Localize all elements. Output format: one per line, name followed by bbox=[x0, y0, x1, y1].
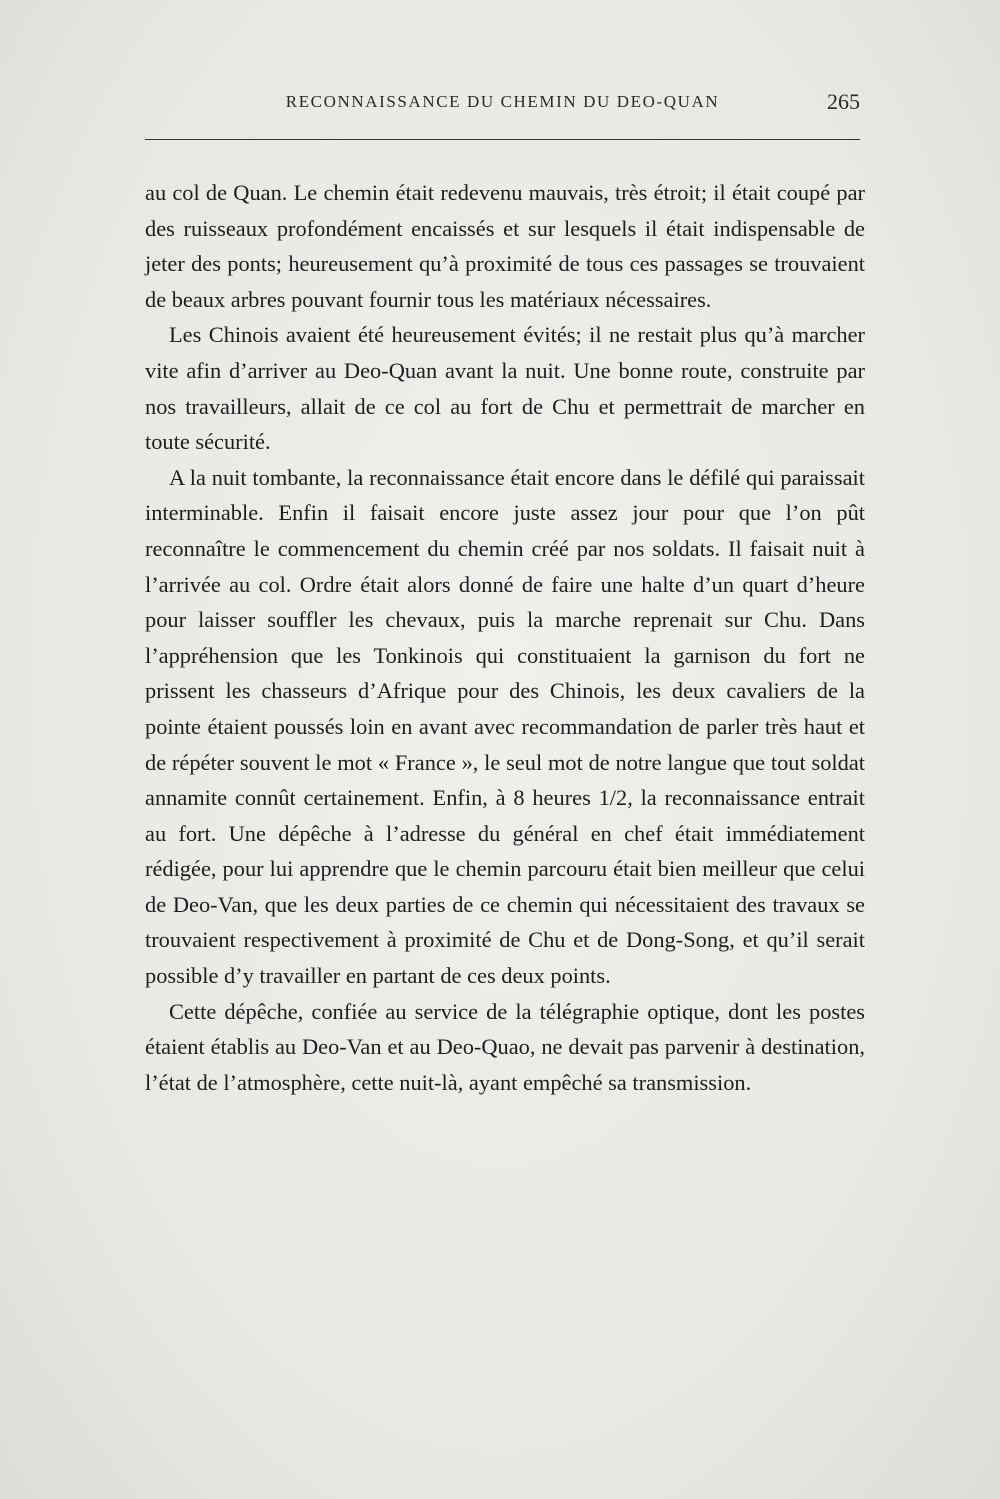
page-number: 265 bbox=[827, 89, 860, 114]
header-rule bbox=[145, 139, 860, 140]
paragraph-3: A la nuit tombante, la reconnaissance était encore dans le défilé qui paraissait interminable. Enfin il faisait encore juste assez jour pour que l’on pût reconnaître le commencement du chemin créé par nos soldats. Il faisait nuit à l’arrivée au col. Ordre était alors donné de faire une halte d’un quart d’heure pour laisser souffler les chevaux, puis la marche reprenait sur Chu. Dans l’appréhension que les Tonkinois qui constituaient la garnison du fort ne prissent les chasseurs d’Afrique pour des Chinois, les deux cavaliers de la pointe étaient poussés loin en avant avec recommandation de parler très haut et de répéter souvent le mot « France », le seul mot de notre langue que tout soldat annamite connût certainement. Enfin, à 8 heures 1/2, la reconnaissance entrait au fort. Une dépêche à l’adresse du général en chef était immédiatement rédigée, pour lui apprendre que le chemin parcouru était bien meilleur que celui de Deo-Van, que les deux parties de ce chemin qui nécessitaient des travaux se trouvaient respectivement à proximité de Chu et de Dong-Song, et qu’il serait possible d’y travailler en partant de ces deux points. bbox=[145, 464, 865, 989]
paragraph-2: Les Chinois avaient été heureusement évités; il ne restait plus qu’à marcher vite afin d’arriver au Deo-Quan avant la nuit. Une bonne route, construite par nos travailleurs, allait de ce col au fort de Chu et permettrait de marcher en toute sécurité. bbox=[145, 322, 865, 455]
running-head bbox=[145, 89, 860, 122]
paragraph-4: Cette dépêche, confiée au service de la télégraphie optique, dont les postes étaient établis au Deo-Van et au Deo-Quao, ne devait pas parvenir à destination, l’état de l’atmosphère, cette nuit-là, ayant empêché sa transmission. bbox=[145, 998, 865, 1095]
body-text bbox=[145, 175, 865, 1100]
paragraph-1: au col de Quan. Le chemin était redevenu mauvais, très étroit; il était coupé par des ruisseaux profondément encaissés et sur lesquels il était indispensable de jeter des ponts; heureusement qu’à proximité de tous ces passages se trouvaient de beaux arbres pouvant fournir tous les matériaux nécessaires. bbox=[145, 180, 865, 312]
running-title: RECONNAISSANCE DU CHEMIN DU DEO-QUAN bbox=[285, 92, 720, 111]
